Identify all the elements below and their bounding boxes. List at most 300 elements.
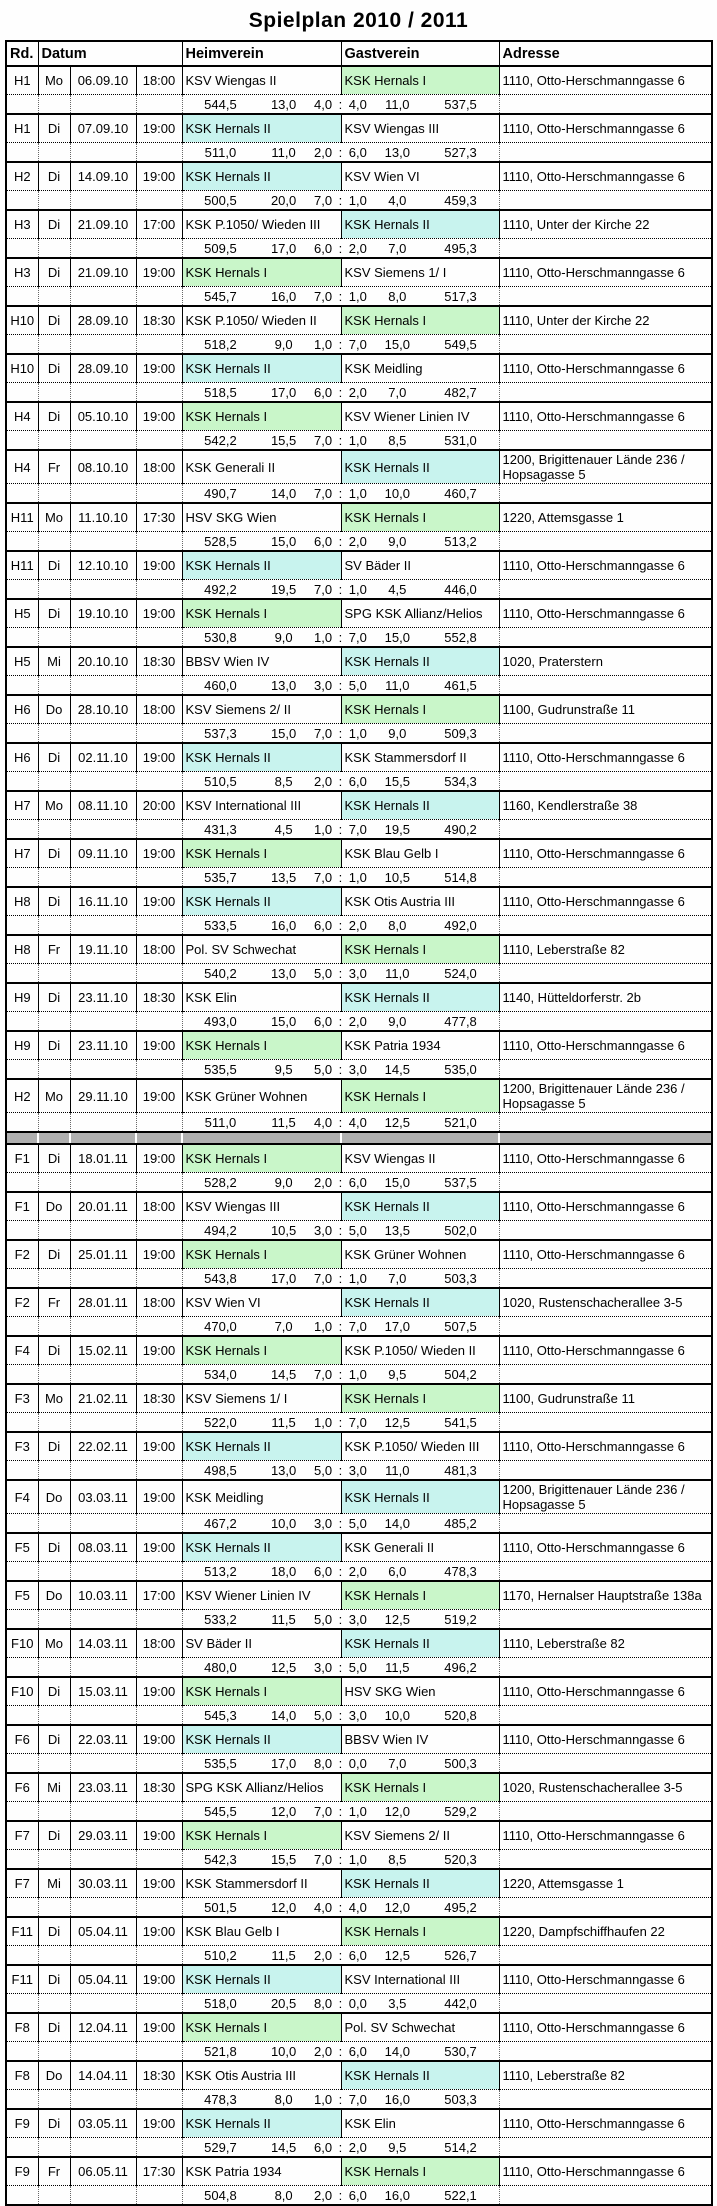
empty-date-cell xyxy=(70,1754,136,1774)
separator-cell xyxy=(38,1132,70,1144)
home-set-points: 6,0 xyxy=(314,2139,333,2155)
weekday-cell: Mi xyxy=(38,1869,70,1898)
date-cell: 19.10.10 xyxy=(70,599,136,628)
date-cell: 05.04.11 xyxy=(70,1965,136,1994)
round-cell: F2 xyxy=(6,1288,38,1317)
home-match-points: 15,5 xyxy=(270,1851,297,1867)
empty-time-cell xyxy=(136,1946,182,1966)
empty-weekday-cell xyxy=(38,1562,70,1582)
empty-time-cell xyxy=(136,1706,182,1726)
match-score-row xyxy=(6,191,712,211)
address-cell: 1110, Unter der Kirche 22 xyxy=(499,210,712,239)
round-cell: F11 xyxy=(6,1917,38,1946)
home-total: 493,0 xyxy=(204,1013,237,1029)
date-cell: 08.11.10 xyxy=(70,791,136,820)
guest-match-points: 8,0 xyxy=(388,917,407,933)
time-cell: 18:00 xyxy=(136,66,182,95)
match-info-row xyxy=(6,647,712,676)
match-info-row xyxy=(6,306,712,335)
score-cell xyxy=(182,1706,499,1726)
time-cell: 19:00 xyxy=(136,743,182,772)
address-cell: 1110, Otto-Herschmanngasse 6 xyxy=(499,1677,712,1706)
score-cell xyxy=(182,1365,499,1385)
home-match-points: 14,0 xyxy=(270,1707,297,1723)
empty-round-cell xyxy=(6,191,38,211)
date-cell: 05.04.11 xyxy=(70,1917,136,1946)
match-score-row xyxy=(6,1514,712,1534)
empty-address-cell xyxy=(499,2138,712,2158)
score-colon: : xyxy=(338,821,343,837)
guest-set-points: 6,0 xyxy=(348,773,367,789)
address-cell: 1110, Otto-Herschmanngasse 6 xyxy=(499,887,712,916)
guest-team-cell: SV Bäder II xyxy=(341,551,499,580)
empty-date-cell xyxy=(70,143,136,163)
home-set-points: 2,0 xyxy=(314,773,333,789)
home-total: 478,3 xyxy=(204,2091,237,2107)
match-score-row xyxy=(6,143,712,163)
empty-time-cell xyxy=(136,2042,182,2062)
empty-round-cell xyxy=(6,1658,38,1678)
time-cell: 19:00 xyxy=(136,1965,182,1994)
guest-set-points: 1,0 xyxy=(348,192,367,208)
round-cell: F1 xyxy=(6,1144,38,1173)
empty-address-cell xyxy=(499,628,712,648)
match-score-row xyxy=(6,287,712,307)
time-cell: 19:00 xyxy=(136,1917,182,1946)
home-set-points: 1,0 xyxy=(314,1318,333,1334)
time-cell: 19:00 xyxy=(136,1336,182,1365)
empty-round-cell xyxy=(6,1706,38,1726)
empty-weekday-cell xyxy=(38,1012,70,1032)
home-set-points: 6,0 xyxy=(314,240,333,256)
home-team-cell: KSK P.1050/ Wieden III xyxy=(182,210,341,239)
round-cell: H11 xyxy=(6,503,38,532)
score-values xyxy=(183,433,499,448)
guest-team-cell: KSK Hernals I xyxy=(341,1917,499,1946)
address-cell: 1110, Otto-Herschmanngasse 6 xyxy=(499,2157,712,2186)
score-cell xyxy=(182,1173,499,1193)
round-cell: H10 xyxy=(6,354,38,383)
guest-match-points: 12,5 xyxy=(384,1114,410,1130)
home-team-cell: KSV Siemens 2/ II xyxy=(182,695,341,724)
home-set-points: 2,0 xyxy=(314,2187,333,2203)
address-cell: 1110, Otto-Herschmanngasse 6 xyxy=(499,1432,712,1461)
date-cell: 21.02.11 xyxy=(70,1384,136,1413)
empty-time-cell xyxy=(136,383,182,403)
guest-set-points: 2,0 xyxy=(348,1563,367,1579)
empty-time-cell xyxy=(136,1802,182,1822)
home-total: 492,2 xyxy=(204,581,237,597)
home-team-cell: KSV International III xyxy=(182,791,341,820)
empty-time-cell xyxy=(136,1610,182,1630)
address-cell: 1220, Dampfschiffhaufen 22 xyxy=(499,1917,712,1946)
round-cell: F9 xyxy=(6,2157,38,2186)
guest-match-points: 8,5 xyxy=(388,432,407,448)
guest-set-points: 4,0 xyxy=(348,1899,367,1915)
empty-round-cell xyxy=(6,1562,38,1582)
home-total: 510,5 xyxy=(204,773,237,789)
score-values xyxy=(183,1271,499,1286)
round-cell: F10 xyxy=(6,1677,38,1706)
time-cell: 17:00 xyxy=(136,210,182,239)
guest-total: 520,3 xyxy=(444,1851,477,1867)
guest-match-points: 12,0 xyxy=(384,1803,410,1819)
time-cell: 19:00 xyxy=(136,1869,182,1898)
date-cell: 11.10.10 xyxy=(70,503,136,532)
score-colon: : xyxy=(338,1414,343,1430)
empty-address-cell xyxy=(499,1012,712,1032)
empty-date-cell xyxy=(70,1060,136,1080)
home-match-points: 7,0 xyxy=(274,1318,293,1334)
round-cell: F10 xyxy=(6,1629,38,1658)
score-cell xyxy=(182,239,499,259)
guest-team-cell: KSV Wiengas II xyxy=(341,1144,499,1173)
home-total: 518,5 xyxy=(204,384,237,400)
score-values xyxy=(183,1175,499,1190)
col-header-rd: Rd. xyxy=(6,41,38,66)
match-info-row xyxy=(6,1773,712,1802)
guest-set-points: 1,0 xyxy=(348,1366,367,1382)
score-values xyxy=(183,1852,499,1867)
home-total: 494,2 xyxy=(204,1222,237,1238)
score-cell xyxy=(182,1610,499,1630)
home-set-points: 2,0 xyxy=(314,2043,333,2059)
time-cell: 19:00 xyxy=(136,1725,182,1754)
empty-address-cell xyxy=(499,95,712,115)
time-cell: 19:00 xyxy=(136,114,182,143)
date-cell: 10.03.11 xyxy=(70,1581,136,1610)
score-cell xyxy=(182,1413,499,1433)
guest-total: 482,7 xyxy=(444,384,477,400)
guest-team-cell: KSK Hernals II xyxy=(341,983,499,1012)
weekday-cell: Di xyxy=(38,887,70,916)
guest-total: 520,8 xyxy=(444,1707,477,1723)
empty-time-cell xyxy=(136,191,182,211)
empty-weekday-cell xyxy=(38,964,70,984)
score-values xyxy=(183,2044,499,2059)
date-cell: 28.09.10 xyxy=(70,306,136,335)
score-values xyxy=(183,1756,499,1771)
guest-total: 477,8 xyxy=(444,1013,477,1029)
guest-total: 530,7 xyxy=(444,2043,477,2059)
home-total: 535,5 xyxy=(204,1755,237,1771)
home-team-cell: Pol. SV Schwechat xyxy=(182,935,341,964)
match-info-row xyxy=(6,1288,712,1317)
weekday-cell: Di xyxy=(38,1965,70,1994)
home-match-points: 12,0 xyxy=(270,1899,297,1915)
home-total: 542,3 xyxy=(204,1851,237,1867)
score-values xyxy=(183,678,499,693)
weekday-cell: Fr xyxy=(38,2157,70,2186)
round-cell: H8 xyxy=(6,935,38,964)
score-cell xyxy=(182,1221,499,1241)
address-cell: 1020, Praterstern xyxy=(499,647,712,676)
empty-date-cell xyxy=(70,1461,136,1481)
home-team-cell: KSK Hernals I xyxy=(182,839,341,868)
score-cell xyxy=(182,431,499,451)
time-cell: 17:30 xyxy=(136,503,182,532)
guest-total: 492,0 xyxy=(444,917,477,933)
empty-date-cell xyxy=(70,1610,136,1630)
date-cell: 19.11.10 xyxy=(70,935,136,964)
weekday-cell: Di xyxy=(38,162,70,191)
empty-date-cell xyxy=(70,1994,136,2014)
weekday-cell: Di xyxy=(38,1432,70,1461)
home-match-points: 20,0 xyxy=(270,192,297,208)
guest-match-points: 11,5 xyxy=(385,1659,410,1675)
guest-team-cell: KSK Hernals II xyxy=(341,1869,499,1898)
home-team-cell: KSK Hernals I xyxy=(182,2013,341,2042)
guest-team-cell: KSK Hernals I xyxy=(341,66,499,95)
match-score-row xyxy=(6,532,712,552)
home-set-points: 6,0 xyxy=(314,1013,333,1029)
match-info-row xyxy=(6,1192,712,1221)
home-total: 535,5 xyxy=(204,1061,237,1077)
guest-match-points: 7,0 xyxy=(388,1270,407,1286)
empty-weekday-cell xyxy=(38,1060,70,1080)
date-cell: 28.10.10 xyxy=(70,695,136,724)
guest-team-cell: KSK Hernals I xyxy=(341,1079,499,1113)
round-cell: F11 xyxy=(6,1965,38,1994)
empty-weekday-cell xyxy=(38,191,70,211)
address-cell: 1110, Otto-Herschmanngasse 6 xyxy=(499,2109,712,2138)
empty-round-cell xyxy=(6,820,38,840)
home-match-points: 9,5 xyxy=(274,1061,293,1077)
home-team-cell: KSK Elin xyxy=(182,983,341,1012)
guest-total: 522,1 xyxy=(444,2187,477,2203)
home-match-points: 9,0 xyxy=(274,336,293,352)
guest-total: 535,0 xyxy=(444,1061,477,1077)
weekday-cell: Di xyxy=(38,114,70,143)
time-cell: 18:30 xyxy=(136,2061,182,2090)
empty-address-cell xyxy=(499,1898,712,1918)
score-values xyxy=(183,97,499,112)
empty-weekday-cell xyxy=(38,1994,70,2014)
guest-team-cell: KSK Hernals I xyxy=(341,2157,499,2186)
match-info-row xyxy=(6,695,712,724)
guest-set-points: 0,0 xyxy=(348,1995,367,2011)
guest-match-points: 12,5 xyxy=(384,1414,410,1430)
match-score-row xyxy=(6,1946,712,1966)
time-cell: 18:00 xyxy=(136,695,182,724)
empty-time-cell xyxy=(136,95,182,115)
score-cell xyxy=(182,2138,499,2158)
home-total: 545,3 xyxy=(204,1707,237,1723)
score-values xyxy=(183,337,499,352)
date-cell: 15.02.11 xyxy=(70,1336,136,1365)
separator-cell xyxy=(499,1132,712,1144)
weekday-cell: Mo xyxy=(38,1384,70,1413)
guest-team-cell: KSK Hernals II xyxy=(341,2061,499,2090)
score-cell xyxy=(182,335,499,355)
guest-match-points: 9,5 xyxy=(388,1366,407,1382)
empty-time-cell xyxy=(136,964,182,984)
weekday-cell: Di xyxy=(38,210,70,239)
score-colon: : xyxy=(338,1563,343,1579)
date-cell: 18.01.11 xyxy=(70,1144,136,1173)
score-values xyxy=(183,534,499,549)
home-set-points: 3,0 xyxy=(314,1222,333,1238)
match-info-row xyxy=(6,1480,712,1514)
guest-total: 519,2 xyxy=(444,1611,477,1627)
guest-set-points: 6,0 xyxy=(348,2043,367,2059)
score-colon: : xyxy=(338,677,343,693)
guest-total: 514,8 xyxy=(444,869,477,885)
score-values xyxy=(183,2188,499,2203)
weekday-cell: Mo xyxy=(38,1079,70,1113)
home-team-cell: KSK Hernals I xyxy=(182,1031,341,1060)
time-cell: 19:00 xyxy=(136,1031,182,1060)
home-match-points: 11,5 xyxy=(271,1114,296,1130)
empty-round-cell xyxy=(6,1221,38,1241)
score-colon: : xyxy=(338,1114,343,1130)
score-colon: : xyxy=(338,288,343,304)
score-values xyxy=(183,1804,499,1819)
time-cell: 17:30 xyxy=(136,2157,182,2186)
empty-address-cell xyxy=(499,1060,712,1080)
round-cell: F7 xyxy=(6,1869,38,1898)
guest-total: 460,7 xyxy=(444,485,477,501)
empty-address-cell xyxy=(499,1413,712,1433)
guest-set-points: 5,0 xyxy=(348,677,367,693)
empty-weekday-cell xyxy=(38,1946,70,1966)
home-match-points: 11,5 xyxy=(271,1947,296,1963)
home-team-cell: KSV Wiengas III xyxy=(182,1192,341,1221)
address-cell: 1110, Otto-Herschmanngasse 6 xyxy=(499,114,712,143)
date-cell: 14.09.10 xyxy=(70,162,136,191)
address-cell: 1160, Kendlerstraße 38 xyxy=(499,791,712,820)
match-score-row xyxy=(6,1173,712,1193)
home-set-points: 1,0 xyxy=(314,629,333,645)
empty-weekday-cell xyxy=(38,1269,70,1289)
guest-team-cell: KSK Hernals II xyxy=(341,1480,499,1514)
score-colon: : xyxy=(338,917,343,933)
home-set-points: 8,0 xyxy=(314,1995,333,2011)
header-row xyxy=(6,41,712,66)
address-cell: 1110, Otto-Herschmanngasse 6 xyxy=(499,551,712,580)
guest-set-points: 3,0 xyxy=(348,1462,367,1478)
address-cell: 1110, Otto-Herschmanngasse 6 xyxy=(499,2013,712,2042)
score-values xyxy=(183,1014,499,1029)
date-cell: 06.05.11 xyxy=(70,2157,136,2186)
empty-weekday-cell xyxy=(38,1754,70,1774)
guest-total: 514,2 xyxy=(444,2139,477,2155)
address-cell: 1110, Leberstraße 82 xyxy=(499,935,712,964)
weekday-cell: Di xyxy=(38,1336,70,1365)
date-cell: 03.03.11 xyxy=(70,1480,136,1514)
empty-time-cell xyxy=(136,2138,182,2158)
score-cell xyxy=(182,1802,499,1822)
round-cell: F7 xyxy=(6,1821,38,1850)
home-team-cell: KSK Hernals I xyxy=(182,1336,341,1365)
empty-round-cell xyxy=(6,1461,38,1481)
empty-address-cell xyxy=(499,431,712,451)
match-info-row xyxy=(6,210,712,239)
round-cell: H9 xyxy=(6,1031,38,1060)
match-score-row xyxy=(6,1754,712,1774)
match-info-row xyxy=(6,743,712,772)
empty-time-cell xyxy=(136,2186,182,2206)
weekday-cell: Di xyxy=(38,402,70,431)
time-cell: 18:00 xyxy=(136,935,182,964)
guest-match-points: 15,0 xyxy=(384,1174,410,1190)
match-score-row xyxy=(6,1317,712,1337)
empty-round-cell xyxy=(6,1413,38,1433)
match-info-row xyxy=(6,1031,712,1060)
separator-cell xyxy=(70,1132,136,1144)
address-cell: 1020, Rustenschacherallee 3-5 xyxy=(499,1773,712,1802)
match-score-row xyxy=(6,1461,712,1481)
empty-round-cell xyxy=(6,2186,38,2206)
weekday-cell: Di xyxy=(38,1031,70,1060)
match-info-row xyxy=(6,402,712,431)
home-team-cell: KSK Hernals II xyxy=(182,354,341,383)
empty-round-cell xyxy=(6,1802,38,1822)
time-cell: 19:00 xyxy=(136,2013,182,2042)
empty-weekday-cell xyxy=(38,2186,70,2206)
score-colon: : xyxy=(338,1947,343,1963)
guest-match-points: 10,5 xyxy=(384,869,410,885)
guest-set-points: 2,0 xyxy=(348,384,367,400)
home-set-points: 7,0 xyxy=(314,1366,333,1382)
empty-round-cell xyxy=(6,95,38,115)
empty-address-cell xyxy=(499,191,712,211)
time-cell: 19:00 xyxy=(136,1144,182,1173)
guest-set-points: 7,0 xyxy=(348,1414,367,1430)
home-set-points: 4,0 xyxy=(314,1899,333,1915)
address-cell: 1110, Otto-Herschmanngasse 6 xyxy=(499,743,712,772)
score-values xyxy=(183,1948,499,1963)
match-score-row xyxy=(6,676,712,696)
home-match-points: 8,5 xyxy=(274,773,293,789)
score-values xyxy=(183,1660,499,1675)
weekday-cell: Do xyxy=(38,1192,70,1221)
date-cell: 08.03.11 xyxy=(70,1533,136,1562)
home-match-points: 17,0 xyxy=(270,240,297,256)
weekday-cell: Di xyxy=(38,258,70,287)
home-set-points: 6,0 xyxy=(314,384,333,400)
empty-weekday-cell xyxy=(38,1802,70,1822)
guest-match-points: 11,0 xyxy=(385,965,410,981)
home-total: 542,2 xyxy=(204,432,237,448)
empty-weekday-cell xyxy=(38,532,70,552)
guest-set-points: 7,0 xyxy=(348,2091,367,2107)
home-match-points: 19,5 xyxy=(270,581,297,597)
empty-date-cell xyxy=(70,191,136,211)
address-cell: 1110, Otto-Herschmanngasse 6 xyxy=(499,402,712,431)
guest-team-cell: KSV International III xyxy=(341,1965,499,1994)
empty-address-cell xyxy=(499,1706,712,1726)
home-total: 535,7 xyxy=(204,869,237,885)
match-score-row xyxy=(6,580,712,600)
match-score-row xyxy=(6,1706,712,1726)
match-score-row xyxy=(6,2042,712,2062)
weekday-cell: Mo xyxy=(38,1629,70,1658)
empty-date-cell xyxy=(70,383,136,403)
empty-address-cell xyxy=(499,676,712,696)
time-cell: 18:00 xyxy=(136,1192,182,1221)
match-info-row xyxy=(6,935,712,964)
empty-time-cell xyxy=(136,1173,182,1193)
score-colon: : xyxy=(338,533,343,549)
date-cell: 15.03.11 xyxy=(70,1677,136,1706)
guest-match-points: 13,5 xyxy=(384,1222,410,1238)
match-score-row xyxy=(6,628,712,648)
empty-time-cell xyxy=(136,1413,182,1433)
match-score-row xyxy=(6,724,712,744)
empty-round-cell xyxy=(6,1113,38,1133)
score-cell xyxy=(182,1514,499,1534)
